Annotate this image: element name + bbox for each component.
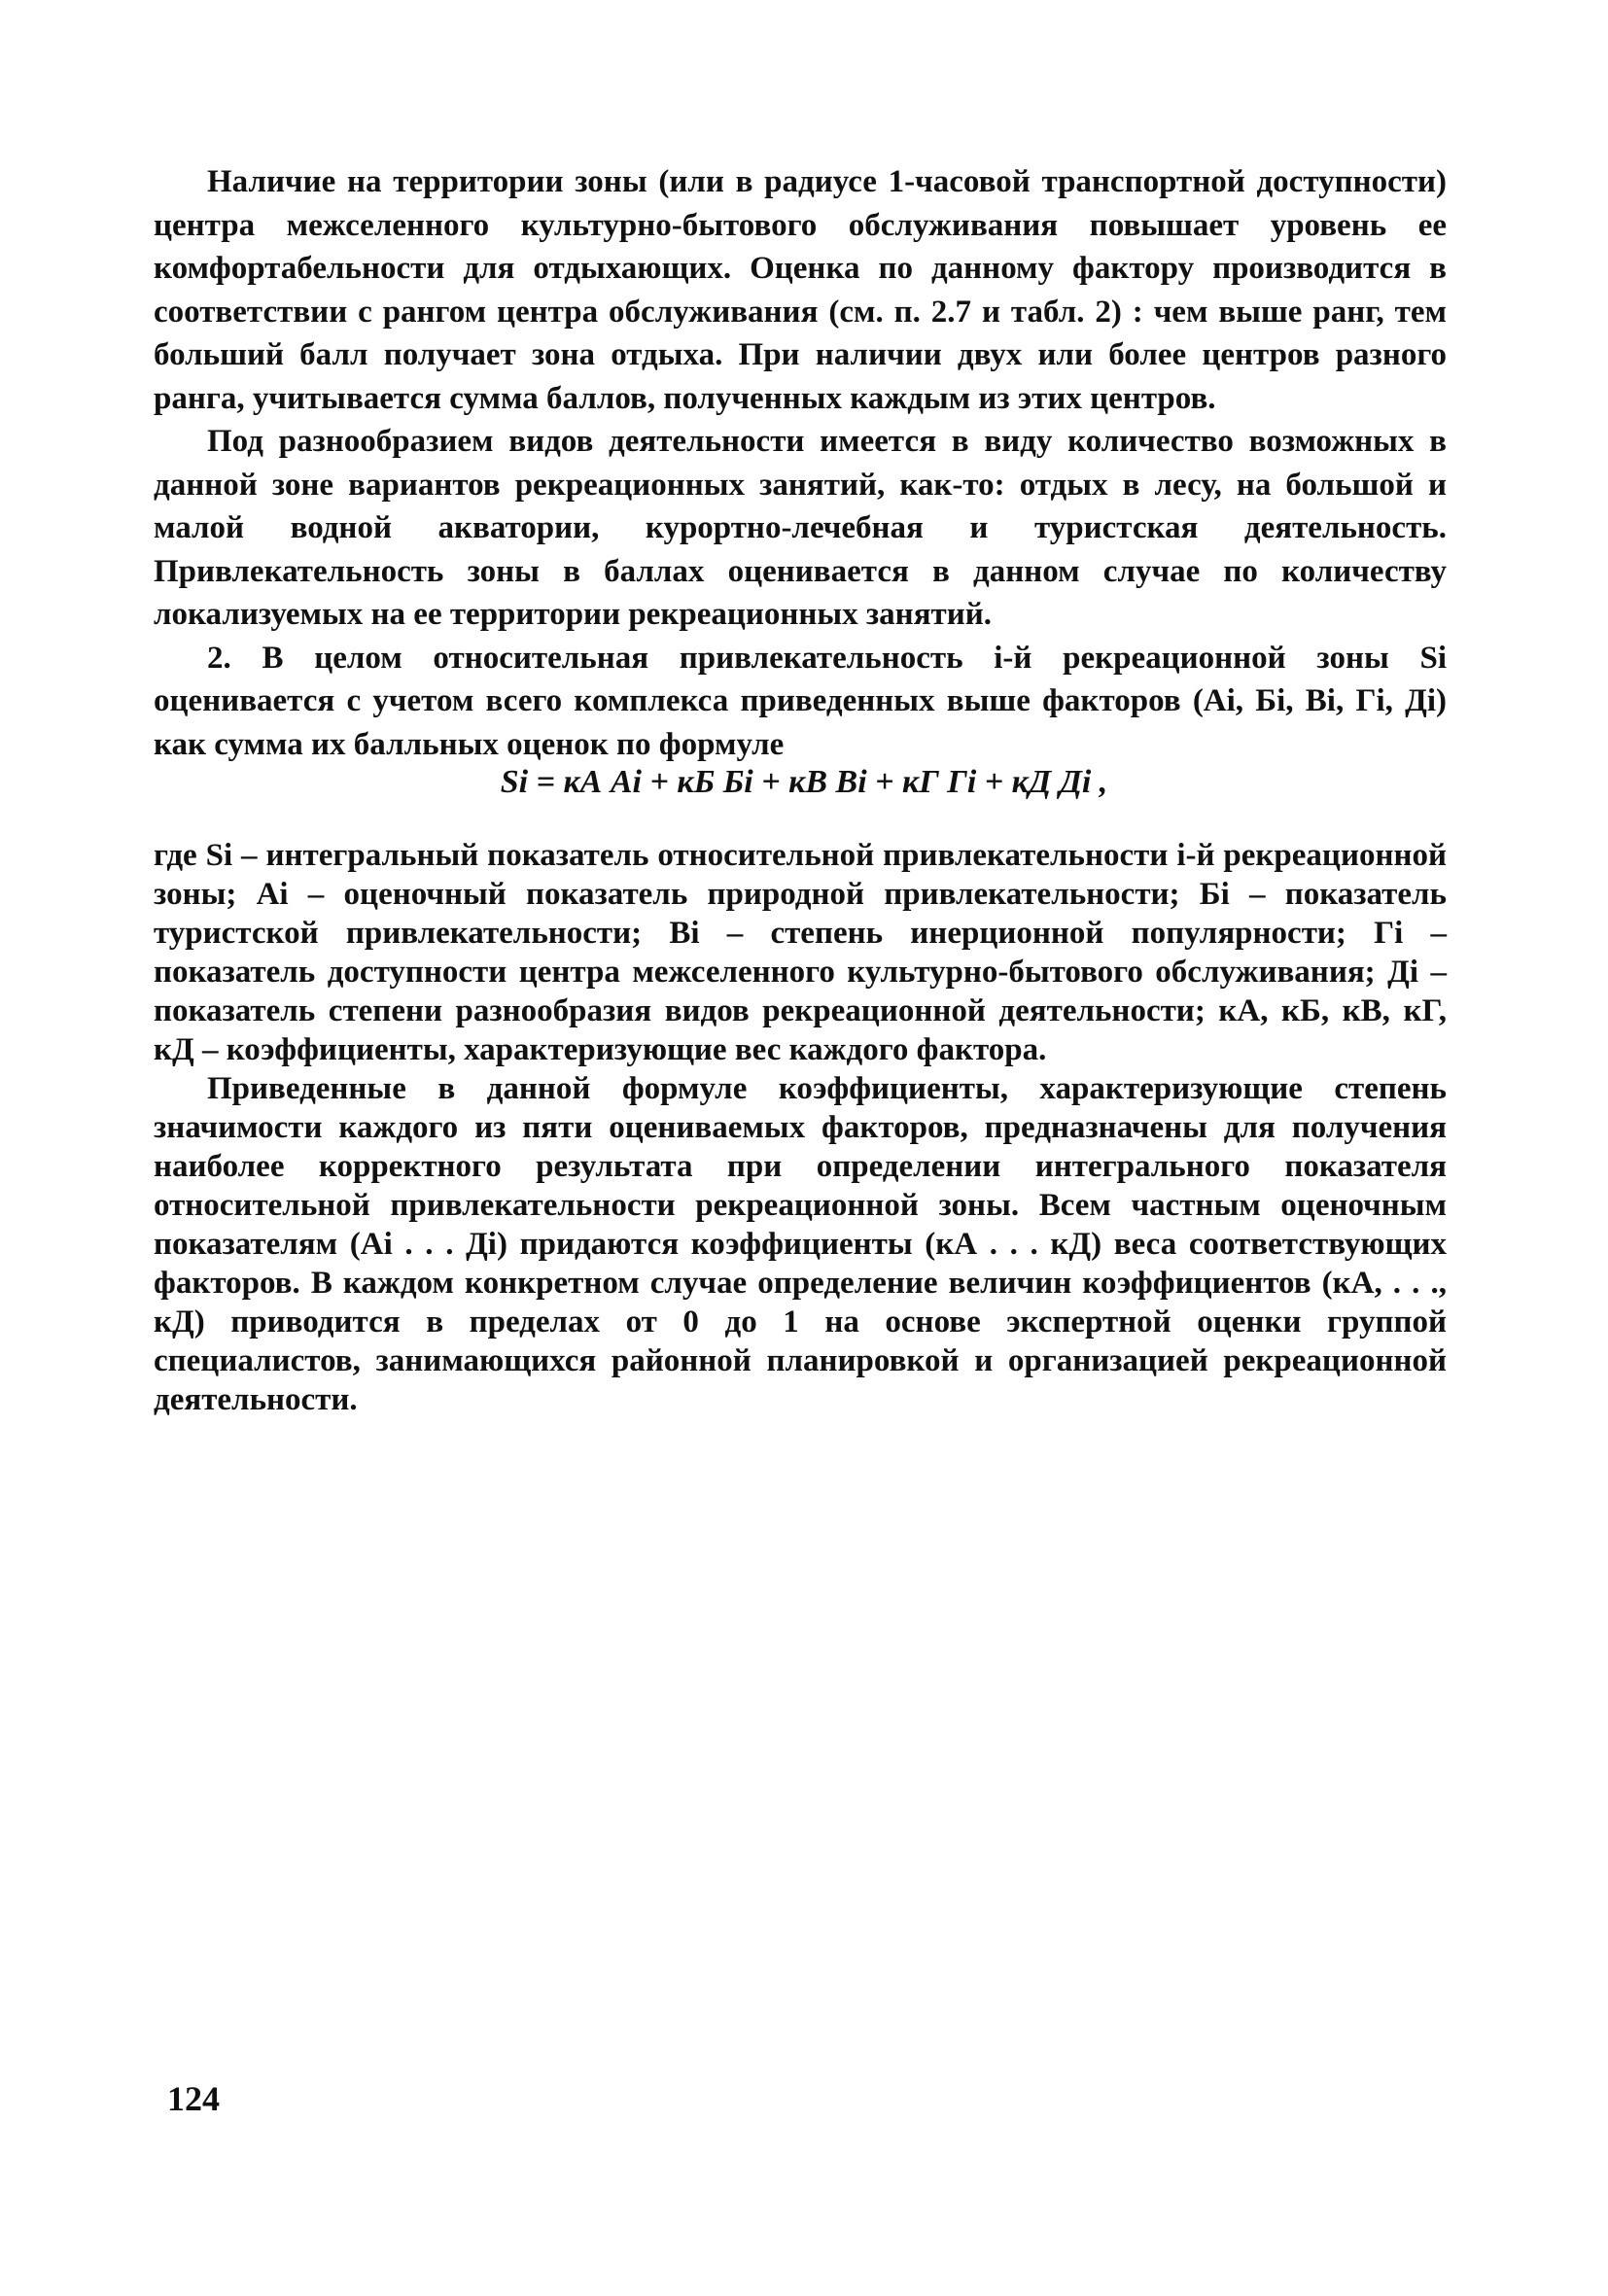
paragraph-formula-legend: где Si – интегральный показатель относительной привлекательности i-й рекреационной зоны; Ai – оценочный показатель природной привлекательности; Бi – показатель туристской привлекательности; Вi – степень инерционной популярности; Гi – показатель доступности центра межселенного культурно-бытового обслуживания; Дi – показатель степени разнообразия видов рекреационной деятельности; кА, кБ, кВ, кГ, кД – коэффициенты, характеризующие вес каждого фактора. — [154, 838, 1447, 1067]
paragraph-activity-diversity: Под разнообразием видов деятельности имеется в виду количество возможных в данной зоне вариантов рекреационных занятий, как-то: отдых в лесу, на большой и малой водной акватории, курортно-лечебная и туристская деятельность. Привлекательность зоны в баллах оценивается в данном случае по количеству локализуемых на ее территории рекреационных занятий. — [154, 424, 1447, 632]
text-block-top — [154, 160, 1447, 766]
formula: Si = кА Ai + кБ Бi + кВ Вi + кГ Гi + кД Дi , — [500, 764, 1108, 800]
paragraph-integral-intro: 2. В целом относительная привлекательность i-й рекреационной зоны Si оценивается с учетом всего комплекса приведенных выше факторов (Ai, Бi, Вi, Гi, Дi) как сумма их балльных оценок по формуле — [154, 640, 1447, 762]
paragraph-service-center: Наличие на территории зоны (или в радиусе 1-часовой транспортной доступности) центра межселенного культурно-бытового обслуживания повышает уровень ее комфортабельности для отдыхающих. Оценка по данному фактору производится в соответствии с рангом центра обслуживания (см. п. 2.7 и табл. 2) : чем выше ранг, тем больший балл получает зона отдыха. При наличии двух или более центров разного ранга, учитывается сумма баллов, полученных каждым из этих центров. — [154, 164, 1447, 416]
text-block-bottom — [154, 1069, 1447, 1419]
paragraph-coefficients: Приведенные в данной формуле коэффициенты, характеризующие степень значимости каждого из пяти оцениваемых факторов, предназначены для получения наиболее корректного результата при определении интегрального показателя относительной привлекательности рекреационной зоны. Всем частным оценочным показателям (Ai . . . Дi) придаются коэффициенты (кА . . . кД) веса соответствующих факторов. В каждом конкретном случае определение величин коэффициентов (кА, . . ., кД) приводится в пределах от 0 до 1 на основе экспертной оценки группой специалистов, занимающихся районной планировкой и организацией рекреационной деятельности. — [154, 1071, 1447, 1417]
page-number: 124 — [167, 2079, 220, 2118]
text-block-where — [154, 836, 1447, 1069]
